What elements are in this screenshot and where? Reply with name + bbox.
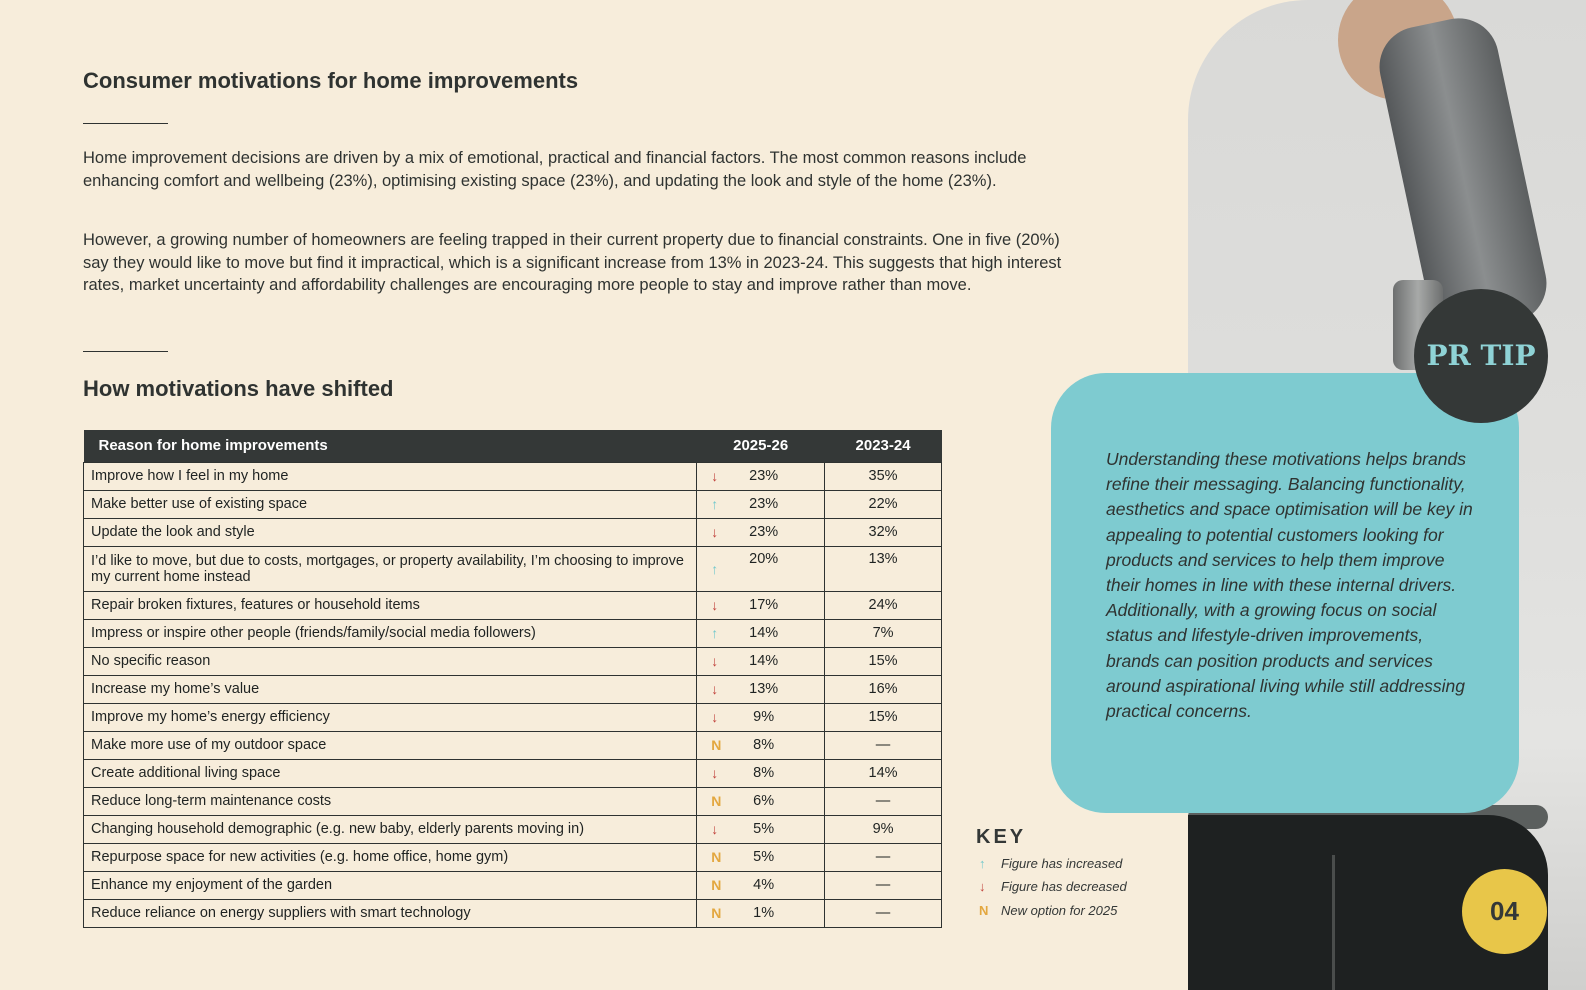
column-header-reason: Reason for home improvements <box>84 430 697 462</box>
reason-cell: Reduce reliance on energy suppliers with smart technology <box>84 899 697 927</box>
value-2025-26-cell <box>697 675 825 703</box>
value-2023-24-cell: 16% <box>825 675 942 703</box>
value-2025-26-cell <box>697 647 825 675</box>
divider <box>83 123 168 124</box>
table-row <box>84 899 942 927</box>
value-2025-26: 14% <box>749 625 779 641</box>
arrow-down-icon: ↓ <box>711 681 719 697</box>
table-row <box>84 591 942 619</box>
value-2023-24-cell: — <box>825 787 942 815</box>
new-option-icon: N <box>711 793 722 809</box>
table-row <box>84 843 942 871</box>
arrow-down-icon: ↓ <box>711 524 719 540</box>
table-row <box>84 490 942 518</box>
value-2023-24-cell: 7% <box>825 619 942 647</box>
value-2023-24-cell: 13% <box>825 546 942 591</box>
value-2023-24-cell: 32% <box>825 518 942 546</box>
value-2023-24-cell: — <box>825 899 942 927</box>
value-2023-24-cell: 9% <box>825 815 942 843</box>
value-2025-26: 6% <box>753 793 775 809</box>
value-2025-26: 23% <box>749 496 779 512</box>
value-2025-26: 8% <box>753 765 775 781</box>
value-2025-26: 5% <box>753 849 775 865</box>
key-label: Figure has decreased <box>1001 879 1127 894</box>
reason-cell: Improve my home’s energy efficiency <box>84 703 697 731</box>
arrow-down-icon: ↓ <box>711 597 719 613</box>
value-2025-26-cell <box>697 815 825 843</box>
reason-cell: Repurpose space for new activities (e.g. home office, home gym) <box>84 843 697 871</box>
value-2025-26: 8% <box>753 737 775 753</box>
value-2025-26: 4% <box>753 877 775 893</box>
intro-paragraph-1: Home improvement decisions are driven by a mix of emotional, practical and financial factors. The most common reasons include enhancing comfort and wellbeing (23%), optimising existing space (23%), and updating the look and style of the home (23%). <box>83 149 1027 190</box>
key-item-decreased <box>979 879 1127 894</box>
reason-cell: Make more use of my outdoor space <box>84 731 697 759</box>
value-2023-24-cell: 24% <box>825 591 942 619</box>
table-row <box>84 759 942 787</box>
section-title: How motivations have shifted <box>83 376 394 401</box>
table-row <box>84 462 942 490</box>
table-row <box>84 546 942 591</box>
table-row <box>84 731 942 759</box>
reason-cell: Enhance my enjoyment of the garden <box>84 871 697 899</box>
value-2025-26-cell <box>697 490 825 518</box>
value-2025-26: 14% <box>749 653 779 669</box>
table-header-row <box>84 430 942 462</box>
photo-mixer-stick <box>1332 855 1335 990</box>
value-2023-24-cell: 35% <box>825 462 942 490</box>
value-2025-26-cell <box>697 462 825 490</box>
arrow-down-icon: ↓ <box>711 821 719 837</box>
reason-cell: Repair broken fixtures, features or household items <box>84 591 697 619</box>
value-2025-26-cell <box>697 518 825 546</box>
reason-cell: Create additional living space <box>84 759 697 787</box>
table-row <box>84 619 942 647</box>
reason-cell: Impress or inspire other people (friends/family/social media followers) <box>84 619 697 647</box>
table-row <box>84 787 942 815</box>
reason-cell: I’d like to move, but due to costs, mortgages, or property availability, I’m choosing to improve my current home instead <box>84 546 697 591</box>
key-item-increased <box>979 856 1122 871</box>
column-header-2023-24: 2023-24 <box>825 430 942 462</box>
value-2025-26: 20% <box>749 550 779 567</box>
motivations-table <box>83 430 942 928</box>
table-row <box>84 647 942 675</box>
table-row <box>84 815 942 843</box>
arrow-down-icon: ↓ <box>711 709 719 725</box>
new-option-icon: N <box>711 877 722 893</box>
pr-tip-text: Understanding these motivations helps brands refine their messaging. Balancing functionality, aesthetics and space optimisation will be key in appealing to potential customers looking for products and services to help them improve their homes in line with these internal drivers. Additionally, with a growing focus on social status and lifestyle-driven improvements, brands can position products and services around aspirational living while still addressing practical concerns. <box>1106 449 1473 722</box>
key-label: Figure has increased <box>1001 856 1123 871</box>
new-option-icon: N <box>711 849 722 865</box>
key-title: KEY <box>976 826 1027 848</box>
new-option-icon: N <box>979 903 989 918</box>
intro-paragraph-2: However, a growing number of homeowners are feeling trapped in their current property due to financial constraints. One in five (20%) say they would like to move but find it impractical, which is a significant increase from 13% in 2023-24. This suggests that high interest rates, market uncertainty and affordability challenges are encouraging more people to stay and improve rather than move. <box>83 231 1062 294</box>
reason-cell: No specific reason <box>84 647 697 675</box>
value-2023-24-cell: 15% <box>825 647 942 675</box>
reason-cell: Improve how I feel in my home <box>84 462 697 490</box>
value-2025-26: 9% <box>753 709 775 725</box>
arrow-down-icon: ↓ <box>711 468 719 484</box>
table-row <box>84 518 942 546</box>
new-option-icon: N <box>711 905 722 921</box>
key-item-new <box>979 903 1117 918</box>
value-2025-26-cell <box>697 871 825 899</box>
value-2025-26-cell <box>697 731 825 759</box>
arrow-up-icon: ↑ <box>711 625 719 641</box>
value-2023-24-cell: — <box>825 871 942 899</box>
value-2025-26: 13% <box>749 681 779 697</box>
value-2023-24-cell: 22% <box>825 490 942 518</box>
key-label: New option for 2025 <box>1001 903 1118 918</box>
value-2025-26: 23% <box>749 468 779 484</box>
value-2025-26: 23% <box>749 524 779 540</box>
value-2023-24-cell: — <box>825 731 942 759</box>
reason-cell: Make better use of existing space <box>84 490 697 518</box>
value-2025-26: 5% <box>753 821 775 837</box>
reason-cell: Update the look and style <box>84 518 697 546</box>
table-row <box>84 871 942 899</box>
value-2023-24-cell: — <box>825 843 942 871</box>
arrow-up-icon: ↑ <box>711 560 719 577</box>
arrow-up-icon: ↑ <box>711 496 719 512</box>
value-2025-26: 1% <box>753 905 775 921</box>
value-2025-26-cell <box>697 899 825 927</box>
page-title: Consumer motivations for home improvements <box>83 68 579 93</box>
arrow-down-icon: ↓ <box>711 765 719 781</box>
value-2025-26-cell <box>697 787 825 815</box>
pr-tip-badge: PR TIP <box>1414 289 1548 423</box>
value-2025-26-cell <box>697 619 825 647</box>
reason-cell: Increase my home’s value <box>84 675 697 703</box>
reason-cell: Changing household demographic (e.g. new baby, elderly parents moving in) <box>84 815 697 843</box>
value-2025-26-cell <box>697 703 825 731</box>
value-2023-24-cell: 15% <box>825 703 942 731</box>
page-number: 04 <box>1462 869 1547 954</box>
arrow-down-icon: ↓ <box>711 653 719 669</box>
table-row <box>84 675 942 703</box>
new-option-icon: N <box>711 737 722 753</box>
table-row <box>84 703 942 731</box>
column-header-2025-26: 2025-26 <box>697 430 825 462</box>
value-2025-26-cell <box>697 759 825 787</box>
value-2025-26-cell <box>697 591 825 619</box>
value-2025-26-cell <box>697 843 825 871</box>
arrow-down-icon: ↓ <box>979 879 986 894</box>
arrow-up-icon: ↑ <box>979 856 986 871</box>
value-2025-26: 17% <box>749 597 779 613</box>
value-2023-24-cell: 14% <box>825 759 942 787</box>
value-2025-26-cell <box>697 546 825 591</box>
reason-cell: Reduce long-term maintenance costs <box>84 787 697 815</box>
divider <box>83 351 168 352</box>
